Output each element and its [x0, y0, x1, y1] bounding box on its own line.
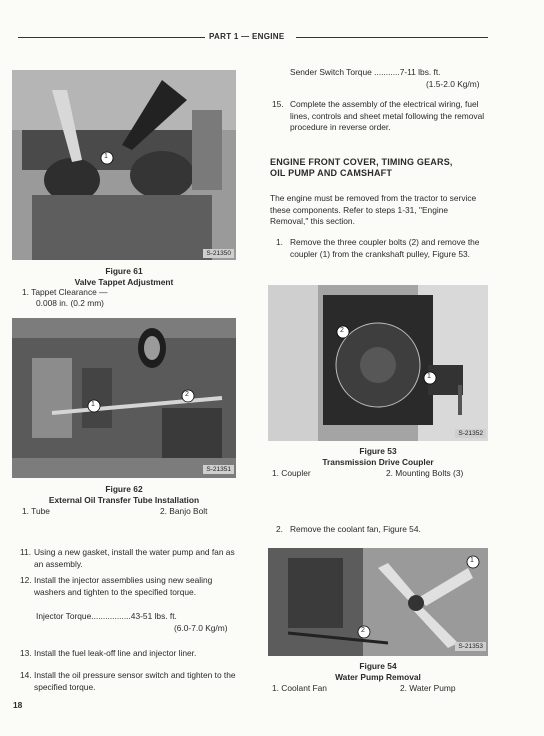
- step-15-num: 15.: [272, 99, 284, 109]
- figure-53-photo: [268, 285, 488, 441]
- figure-61-legend-2: 0.008 in. (0.2 mm): [36, 298, 104, 308]
- section-intro: The engine must be removed from the tractor to service these components. Refer to steps 1-31, "Engine Removal," this section.: [270, 193, 477, 226]
- figure-54-caption-title: Water Pump Removal: [335, 672, 421, 682]
- figure-53-callout-1: 1: [427, 373, 431, 380]
- figure-53-callout-2: 2: [340, 327, 344, 334]
- step-11-text: Using a new gasket, install the water pump and fan as an assembly.: [34, 547, 235, 569]
- figure-62-callout-2: 2: [185, 391, 189, 398]
- right-step-2-num: 2.: [276, 524, 283, 534]
- figure-62-tag: S-21351: [203, 465, 234, 474]
- page-number: 18: [13, 700, 23, 710]
- injector-torque-metric: (6.0-7.0 Kg/m): [174, 623, 228, 633]
- figure-53-illustration: [268, 285, 488, 441]
- right-step-2-text: Remove the coolant fan, Figure 54.: [290, 524, 421, 534]
- step-13-text: Install the fuel leak-off line and injector liner.: [34, 648, 197, 658]
- page-header-title: PART 1 — ENGINE: [209, 32, 285, 41]
- figure-54-illustration: [268, 548, 488, 656]
- figure-62-caption-title: External Oil Transfer Tube Installation: [48, 495, 200, 505]
- figure-61-illustration: [12, 70, 236, 260]
- figure-61-caption-number: Figure 61: [105, 266, 143, 276]
- figure-62-callout-1: 1: [91, 401, 95, 408]
- figure-53-caption-number: Figure 53: [359, 446, 397, 456]
- section-title-line-2: OIL PUMP AND CAMSHAFT: [270, 168, 393, 178]
- step-14-text: Install the oil pressure sensor switch and tighten to the specified torque.: [34, 670, 236, 692]
- header-rule-left: [18, 37, 205, 38]
- figure-54-callout-2: 2: [361, 627, 365, 634]
- figure-62-legend-b: 2. Banjo Bolt: [160, 506, 208, 516]
- step-12-text: Install the injector assemblies using new sealing washers and tighten to the specified torque.: [34, 575, 213, 597]
- step-12-num: 12.: [20, 575, 32, 585]
- figure-53-caption-title: Transmission Drive Coupler: [322, 457, 434, 467]
- figure-54-tag: S-21353: [455, 642, 486, 651]
- figure-62-caption-number: Figure 62: [105, 484, 143, 494]
- figure-61-caption-title: Valve Tappet Adjustment: [74, 277, 174, 287]
- figure-53-legend-a: 1. Coupler: [272, 468, 311, 478]
- step-13-num: 13.: [20, 648, 32, 658]
- step-14-num: 14.: [20, 670, 32, 680]
- sender-torque-spec: Sender Switch Torque ...........7-11 lbs. ft.: [290, 67, 441, 77]
- figure-54-legend-a: 1. Coolant Fan: [272, 683, 327, 693]
- figure-62-legend-a: 1. Tube: [22, 506, 50, 516]
- figure-61-tag: S-21350: [203, 249, 234, 258]
- header-rule-right: [296, 37, 488, 38]
- right-step-1-text: Remove the three coupler bolts (2) and remove the coupler (1) from the crankshaft pulley, Figure 53.: [290, 237, 480, 259]
- sender-torque-metric: (1.5-2.0 Kg/m): [426, 79, 480, 89]
- figure-61-legend-1: 1. Tappet Clearance —: [22, 287, 108, 297]
- section-title-line-1: ENGINE FRONT COVER, TIMING GEARS,: [270, 157, 453, 167]
- right-step-1-num: 1.: [276, 237, 283, 247]
- step-15-text: Complete the assembly of the electrical wiring, fuel lines, controls and sheet metal following the removal procedure in reverse order.: [290, 99, 485, 132]
- figure-61-photo: [12, 70, 236, 260]
- figure-54-caption-number: Figure 54: [359, 661, 397, 671]
- figure-53-tag: S-21352: [455, 429, 486, 438]
- figure-62-photo: [12, 318, 236, 478]
- figure-62-illustration: [12, 318, 236, 478]
- step-11-num: 11.: [20, 547, 32, 557]
- figure-61-callout-1: 1: [104, 153, 108, 160]
- figure-54-photo: [268, 548, 488, 656]
- figure-54-legend-b: 2. Water Pump: [400, 683, 456, 693]
- figure-54-callout-1: 1: [470, 557, 474, 564]
- injector-torque-spec: Injector Torque.................43-51 lbs. ft.: [36, 611, 177, 621]
- figure-53-legend-b: 2. Mounting Bolts (3): [386, 468, 464, 478]
